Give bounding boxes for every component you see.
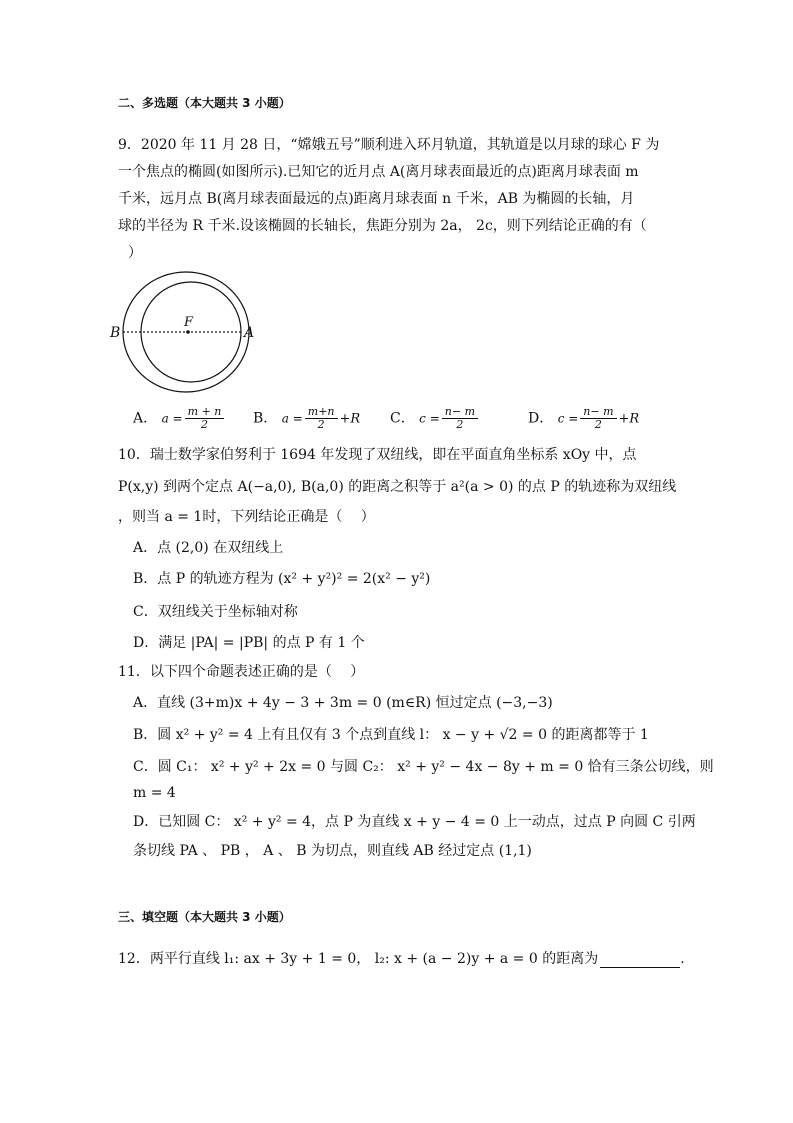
- q9-line-3: 千米，远月点 B(离月球表面最远的点)距离月球表面 n 千米，AB 为椭圆的长轴，月: [118, 191, 635, 207]
- q10-line-2: P(x,y) 到两个定点 A(−a,0), B(a,0) 的距离之积等于 a²(a > 0) 的点 P 的轨迹称为双纽线: [118, 479, 677, 495]
- option-b-prefix: B．: [253, 410, 278, 427]
- section-title-fill-blank: 三、填空题（本大题共 3 小题）: [118, 910, 291, 924]
- q12-end: .: [680, 951, 685, 967]
- q9-line-2: 一个焦点的椭圆(如图所示).已知它的近月点 A(离月球表面最近的点)距离月球表面 m: [118, 164, 639, 180]
- section-title: 二、多选题（本大题共 3 小题）: [118, 96, 291, 110]
- ellipse-orbit-figure: [108, 266, 268, 400]
- option-b-fraction: [305, 406, 338, 431]
- label-a: A: [244, 325, 255, 341]
- option-b-lhs: a =: [281, 411, 303, 426]
- option-b-tail: +R: [339, 411, 361, 427]
- option-a-prefix: A．: [133, 410, 158, 427]
- option-a-lhs: a =: [161, 411, 183, 426]
- option-a-denominator: 2: [200, 418, 208, 431]
- q11-line-1: 11．以下四个命题表述正确的是（ ）: [118, 664, 365, 680]
- focus-point: [186, 330, 190, 334]
- option-d-fraction: [580, 406, 616, 431]
- q11-option-d-line-1[interactable]: D．已知圆 C： x² + y² = 4，点 P 为直线 x + y − 4 = 0 上一动点，过点 P 向圆 C 引两: [133, 814, 696, 830]
- label-b: B: [110, 325, 121, 341]
- q11-option-a[interactable]: A．直线 (3+m)x + 4y − 3 + 3m = 0 (m∈R) 恒过定点 (−3,−3): [133, 695, 553, 711]
- option-b-denominator: 2: [317, 418, 325, 431]
- q11-option-d-line-2: 条切线 PA 、 PB ， A 、 B 为切点，则直线 AB 经过定点 (1,1): [133, 843, 532, 859]
- q12-line: [118, 950, 685, 968]
- option-a-fraction: [185, 406, 225, 431]
- option-c-numerator: n− m: [442, 406, 478, 419]
- answer-blank[interactable]: [600, 953, 680, 968]
- q11-option-c-line-1[interactable]: C．圆 C₁： x² + y² + 2x = 0 与圆 C₂： x² + y² − 4x − 8y + m = 0 恰有三条公切线，则: [133, 759, 714, 775]
- option-d-lhs: c =: [557, 411, 579, 426]
- q9-option-c[interactable]: [390, 406, 480, 431]
- q9-option-a[interactable]: [133, 406, 226, 431]
- q11-option-c-line-2: m = 4: [133, 785, 176, 801]
- q10-option-a[interactable]: A．点 (2,0) 在双纽线上: [133, 540, 284, 556]
- option-d-prefix: D．: [528, 410, 554, 427]
- q9-line-5: ）: [128, 245, 142, 261]
- q9-line-4: 球的半径为 R 千米.设该椭圆的长轴长，焦距分别为 2a， 2c，则下列结论正确的有（: [118, 218, 647, 234]
- q11-option-b[interactable]: B．圆 x² + y² = 4 上有且仅有 3 个点到直线 l： x − y + √2 = 0 的距离都等于 1: [133, 727, 649, 743]
- orbit-ellipse: [123, 272, 249, 392]
- option-c-lhs: c =: [419, 411, 440, 426]
- q10-option-d[interactable]: D．满足 |PA| = |PB| 的点 P 有 1 个: [133, 635, 365, 651]
- q10-option-c[interactable]: C．双纽线关于坐标轴对称: [133, 604, 298, 620]
- q10-line-1: 10．瑞士数学家伯努利于 1694 年发现了双纽线，即在平面直角坐标系 xOy 中，点: [118, 447, 637, 463]
- option-c-fraction: [442, 406, 478, 431]
- q12-text: 12．两平行直线 l₁: ax + 3y + 1 = 0， l₂: x + (a − 2)y + a = 0 的距离为: [118, 951, 599, 967]
- label-f: F: [184, 315, 194, 330]
- option-b-numerator: m+n: [305, 406, 338, 419]
- q10-option-b[interactable]: B．点 P 的轨迹方程为 (x² + y²)² = 2(x² − y²): [133, 571, 431, 587]
- option-d-tail: +R: [618, 411, 640, 427]
- q9-line-1: 9．2020 年 11 月 28 日，“嫦娥五号”顺利进入环月轨道，其轨道是以月球的球心 F 为: [118, 137, 660, 153]
- option-a-numerator: m + n: [185, 406, 225, 419]
- option-d-numerator: n− m: [580, 406, 616, 419]
- q9-option-d[interactable]: [528, 406, 639, 431]
- option-d-denominator: 2: [594, 418, 602, 431]
- option-c-denominator: 2: [456, 418, 464, 431]
- q9-option-b[interactable]: [253, 406, 360, 431]
- option-c-prefix: C．: [390, 410, 415, 427]
- q10-line-3: ，则当 a = 1时，下列结论正确是（ ）: [118, 509, 375, 525]
